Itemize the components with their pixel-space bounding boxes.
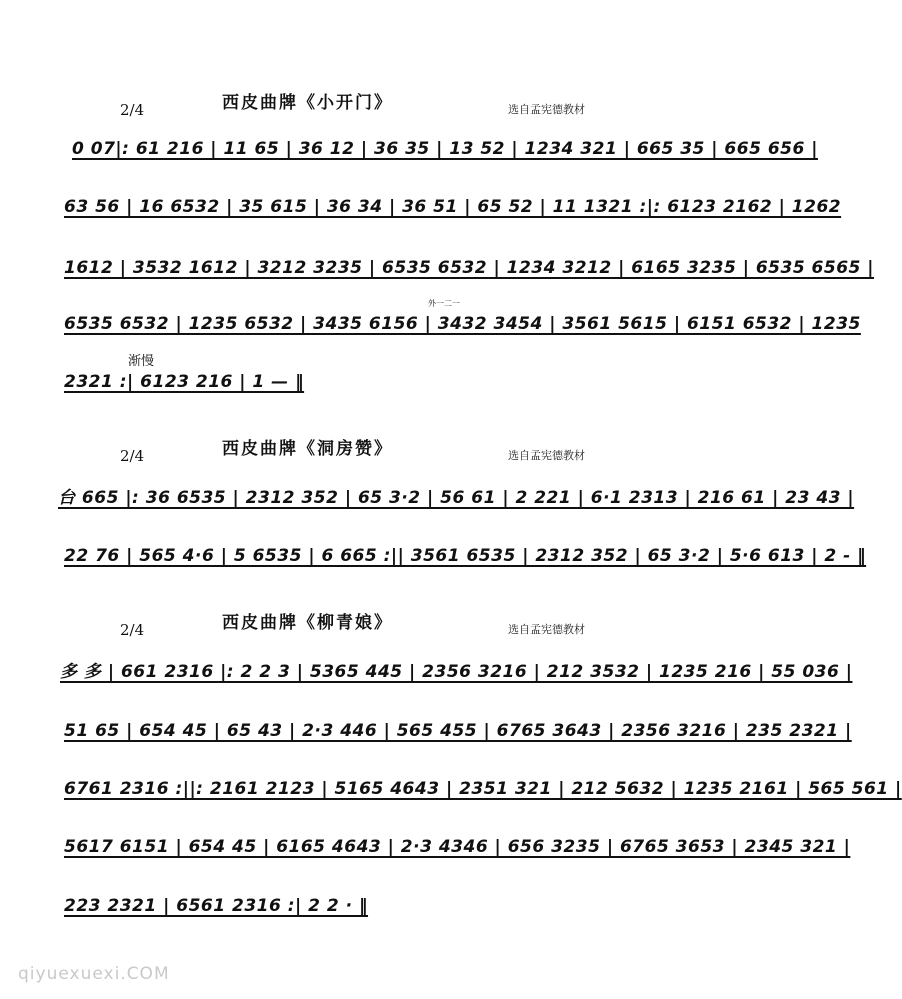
piece-3-line-1: 多 多 | 661 2316 |: 2 2 3 | 5365 445 | 2356 3216 | 212 3532 | 1235 216 | 55 036 | <box>60 662 853 682</box>
piece-1-line-4: 6535 6532 | 1235 6532 | 3435 6156 | 3432 3454 | 3561 5615 | 6151 6532 | 1235 <box>64 314 861 334</box>
piece-3-line-5: 223 2321 | 6561 2316 :| 2 2 · ‖ <box>64 896 369 916</box>
piece-2-title: 西皮曲牌《洞房赞》 <box>222 439 393 459</box>
piece-1-title: 西皮曲牌《小开门》 <box>222 93 393 113</box>
site-watermark: qiyuexuexi.COM <box>18 964 170 984</box>
piece-2-source: 选自孟宪德教材 <box>508 449 585 462</box>
piece-3-source: 选自孟宪德教材 <box>508 623 585 636</box>
piece-2-line-1: 台 665 |: 36 6535 | 2312 352 | 65 3·2 | 56 61 | 2 221 | 6·1 2313 | 216 61 | 23 43 | <box>58 488 855 508</box>
piece-1-tempo-annotation: 渐慢 <box>128 354 155 369</box>
piece-3-line-4: 5617 6151 | 654 45 | 6165 4643 | 2·3 4346 | 656 3235 | 6765 3653 | 2345 321 | <box>64 837 851 857</box>
piece-1-line-5: 2321 :| 6123 216 | 1 — ‖ <box>64 372 305 392</box>
piece-2-meter: 2/4 <box>120 447 145 465</box>
piece-3-line-2: 51 65 | 654 45 | 65 43 | 2·3 446 | 565 455 | 6765 3643 | 2356 3216 | 235 2321 | <box>64 721 852 741</box>
piece-1-line-2: 63 56 | 16 6532 | 35 615 | 36 34 | 36 51 | 65 52 | 11 1321 :|: 6123 2162 | 1262 <box>64 197 842 217</box>
piece-1-line-1: 0 07|: 61 216 | 11 65 | 36 12 | 36 35 | 13 52 | 1234 321 | 665 35 | 665 656 | <box>72 139 818 159</box>
piece-2-line-2: 22 76 | 565 4·6 | 5 6535 | 6 665 :|| 3561 6535 | 2312 352 | 65 3·2 | 5·6 613 | 2 - ‖ <box>64 546 867 566</box>
piece-1-line-3: 1612 | 3532 1612 | 3212 3235 | 6535 6532 | 1234 3212 | 6165 3235 | 6535 6565 | <box>64 258 875 278</box>
piece-1-source: 选自孟宪德教材 <box>508 103 585 116</box>
piece-1-fingering-annotation: 外一二一 <box>428 299 460 308</box>
piece-3-title: 西皮曲牌《柳青娘》 <box>222 613 393 633</box>
piece-3-meter: 2/4 <box>120 621 145 639</box>
piece-3-line-3: 6761 2316 :||: 2161 2123 | 5165 4643 | 2351 321 | 212 5632 | 1235 2161 | 565 561 | <box>64 779 902 799</box>
piece-1-meter: 2/4 <box>120 101 145 119</box>
